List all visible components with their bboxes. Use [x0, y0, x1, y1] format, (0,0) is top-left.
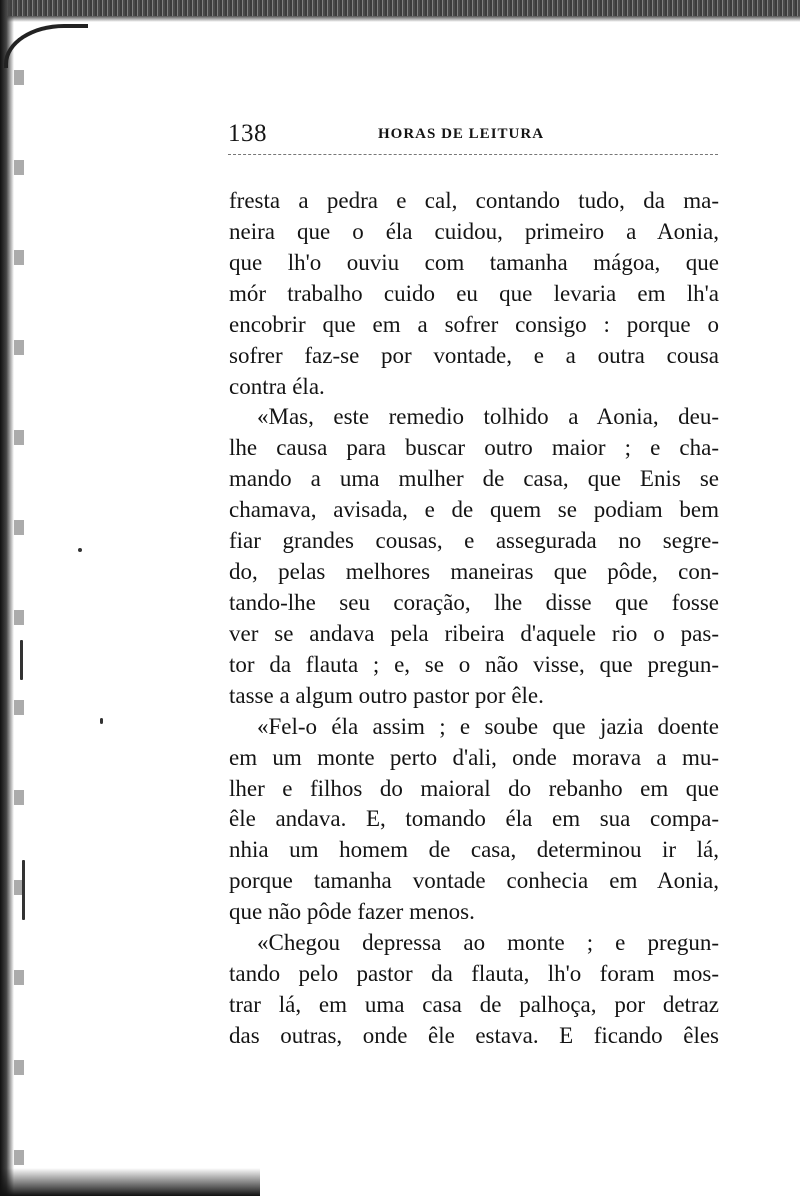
scan-left-binding	[14, 30, 24, 1196]
text-line: ver se andava pela ribeira d'aquele rio o pas-	[229, 620, 719, 646]
text-line: que não pôde fazer menos.	[229, 899, 475, 925]
text-line: tasse a algum outro pastor por êle.	[229, 682, 544, 708]
text-line: nhia um homem de casa, determinou ir lá,	[229, 837, 719, 863]
text-line: tando pelo pastor da flauta, lh'o foram mos-	[229, 961, 719, 987]
text-line: neira que o éla cuidou, primeiro a Aonia,	[229, 218, 719, 244]
text-line: «Mas, este remedio tolhido a Aonia, deu-	[257, 404, 719, 430]
page-header	[228, 118, 718, 154]
body-text	[229, 186, 719, 1052]
scan-speck	[22, 860, 25, 920]
text-line: chamava, avisada, e de quem se podiam bem	[229, 497, 719, 523]
text-line: mando a uma mulher de casa, que Enis se	[229, 466, 719, 492]
text-line: que lh'o ouviu com tamanha mágoa, que	[229, 249, 719, 275]
page-number: 138	[228, 120, 267, 147]
text-line: «Fel-o éla assim ; e soube que jazia doente	[257, 713, 719, 739]
text-line: fresta a pedra e cal, contando tudo, da ma-	[229, 188, 719, 213]
text-line: tor da flauta ; e, se o não visse, que pregun-	[229, 651, 719, 677]
text-line: tando-lhe seu coração, lhe disse que fosse	[229, 589, 719, 615]
header-rule	[228, 154, 718, 155]
scan-speck	[20, 640, 23, 680]
text-line: trar lá, em uma casa de palhoça, por detraz	[229, 991, 719, 1017]
running-title: HORAS DE LEITURA	[378, 126, 545, 142]
text-line: contra éla.	[229, 373, 325, 399]
text-line: das outras, onde êle estava. E ficando êles	[229, 1022, 719, 1048]
scan-bottom-shadow	[0, 1168, 260, 1196]
text-line: mór trabalho cuido eu que levaria em lh'a	[229, 280, 719, 306]
text-line: encobrir que em a sofrer consigo : porque o	[229, 311, 719, 337]
text-line: fiar grandes cousas, e assegurada no segre-	[229, 528, 719, 554]
scan-speck	[100, 718, 103, 724]
text-line: porque tamanha vontade conhecia em Aonia,	[229, 868, 719, 894]
scan-speck	[78, 548, 82, 552]
text-line: lhe causa para buscar outro maior ; e cha-	[229, 435, 719, 461]
text-line: «Chegou depressa ao monte ; e pregun-	[257, 930, 719, 956]
scan-top-edge	[0, 0, 800, 16]
scan-left-edge	[0, 0, 14, 1196]
text-line: êle andava. E, tomando éla em sua compa-	[229, 806, 719, 832]
text-line: lher e filhos do maioral do rebanho em que	[229, 775, 719, 801]
text-line: em um monte perto d'ali, onde morava a mu-	[229, 744, 719, 770]
text-line: sofrer faz-se por vontade, e a outra cousa	[229, 342, 719, 368]
scan-top-shadow	[0, 16, 800, 22]
text-line: do, pelas melhores maneiras que pôde, con-	[229, 559, 719, 585]
